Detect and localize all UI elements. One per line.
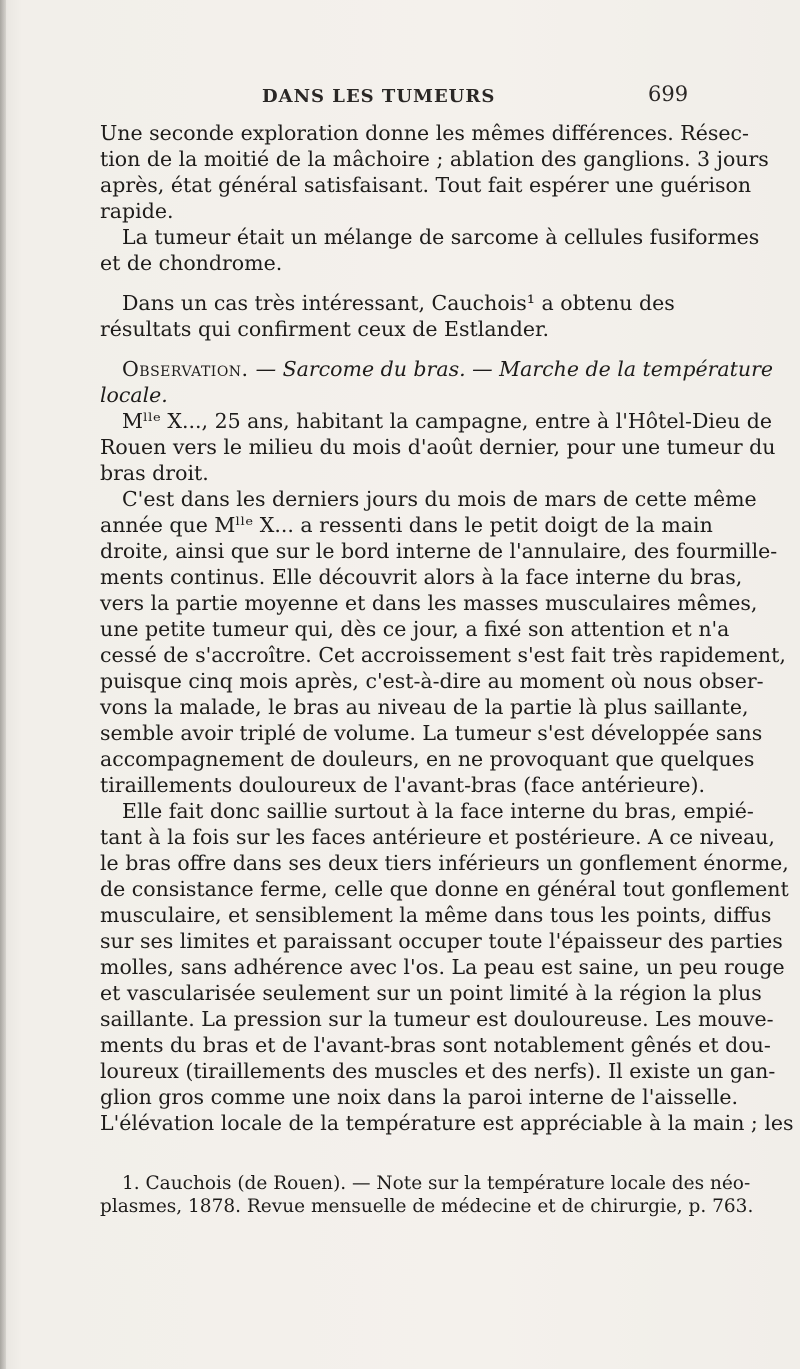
text-line: et vascularisée seulement sur un point limité à la région la plus [100, 981, 762, 1005]
text-line: Une seconde exploration donne les mêmes différences. Résec- [100, 121, 749, 145]
text-line: glion gros comme une noix dans la paroi interne de l'aisselle. [100, 1085, 739, 1109]
text-line: Mˡˡᵉ X..., 25 ans, habitant la campagne, entre à l'Hôtel-Dieu de [122, 409, 773, 433]
text-line: résultats qui confirment ceux de Estlander. [100, 317, 550, 341]
text-line: de consistance ferme, celle que donne en général tout gonflement [100, 877, 789, 901]
text-line: La tumeur était un mélange de sarcome à cellules fusiformes [122, 225, 760, 249]
text-line: tiraillements douloureux de l'avant-bras (face antérieure). [100, 773, 706, 797]
text-line: sur ses limites et paraissant occuper toute l'épaisseur des parties [100, 929, 783, 953]
paragraph-gap [100, 276, 655, 290]
text-line: C'est dans les derniers jours du mois de mars de cette même [122, 487, 757, 511]
observation-title: — Sarcome du bras. — Marche de la température [255, 357, 774, 381]
text-line: Elle fait donc saillie surtout à la face interne du bras, empié- [122, 799, 754, 823]
text-line: vers la partie moyenne et dans les masses musculaires mêmes, [100, 591, 758, 615]
text-line: rapide. [100, 199, 174, 223]
text-line: molles, sans adhérence avec l'os. La peau est saine, un peu rouge [100, 955, 785, 979]
text-line: une petite tumeur qui, dès ce jour, a fixé son attention et n'a [100, 617, 730, 641]
text-line: Dans un cas très intéressant, Cauchois¹ a obtenu des [122, 291, 675, 315]
text-line: le bras offre dans ses deux tiers inférieurs un gonflement énorme, [100, 851, 789, 875]
text-line: puisque cinq mois après, c'est-à-dire au moment où nous obser- [100, 669, 764, 693]
footnote [100, 1172, 754, 1218]
text-line: bras droit. [100, 461, 209, 485]
body-text [100, 120, 794, 1136]
text-line: semble avoir triplé de volume. La tumeur s'est développée sans [100, 721, 763, 745]
text-line: vons la malade, le bras au niveau de la partie là plus saillante, [100, 695, 749, 719]
text-line: tant à la fois sur les faces antérieure et postérieure. A ce niveau, [100, 825, 775, 849]
running-head [0, 82, 800, 116]
text-line: 1. Cauchois (de Rouen). — Note sur la température locale des néo- [122, 1173, 751, 1194]
text-line: droite, ainsi que sur le bord interne de l'annulaire, des fourmille- [100, 539, 778, 563]
text-line [100, 356, 774, 382]
text-line: saillante. La pression sur la tumeur est douloureuse. Les mouve- [100, 1007, 774, 1031]
text-line: et de chondrome. [100, 251, 283, 275]
book-spine-shadow [0, 0, 6, 1369]
text-line: après, état général satisfaisant. Tout fait espérer une guérison [100, 173, 752, 197]
text-line: loureux (tiraillements des muscles et des nerfs). Il existe un gan- [100, 1059, 776, 1083]
observation-label: Observation. [122, 357, 256, 381]
page-number: 699 [648, 82, 689, 106]
text-line: tion de la moitié de la mâchoire ; ablation des ganglions. 3 jours [100, 147, 769, 171]
text-line: musculaire, et sensiblement la même dans tous les points, diffus [100, 903, 772, 927]
text-line: plasmes, 1878. Revue mensuelle de médecine et de chirurgie, p. 763. [100, 1196, 754, 1217]
text-line: cessé de s'accroître. Cet accroissement s'est fait très rapidement, [100, 643, 786, 667]
text-line: Rouen vers le milieu du mois d'août dernier, pour une tumeur du [100, 435, 776, 459]
running-title: DANS LES TUMEURS [262, 86, 496, 107]
paragraph-gap [100, 342, 655, 356]
text-line: L'élévation locale de la température est appréciable à la main ; les [100, 1111, 794, 1135]
text-line: accompagnement de douleurs, en ne provoquant que quelques [100, 747, 755, 771]
text-line: année que Mˡˡᵉ X... a ressenti dans le petit doigt de la main [100, 513, 713, 537]
text-line: ments du bras et de l'avant-bras sont notablement gênés et dou- [100, 1033, 771, 1057]
text-line: locale. [100, 383, 168, 407]
text-line: ments continus. Elle découvrit alors à la face interne du bras, [100, 565, 743, 589]
